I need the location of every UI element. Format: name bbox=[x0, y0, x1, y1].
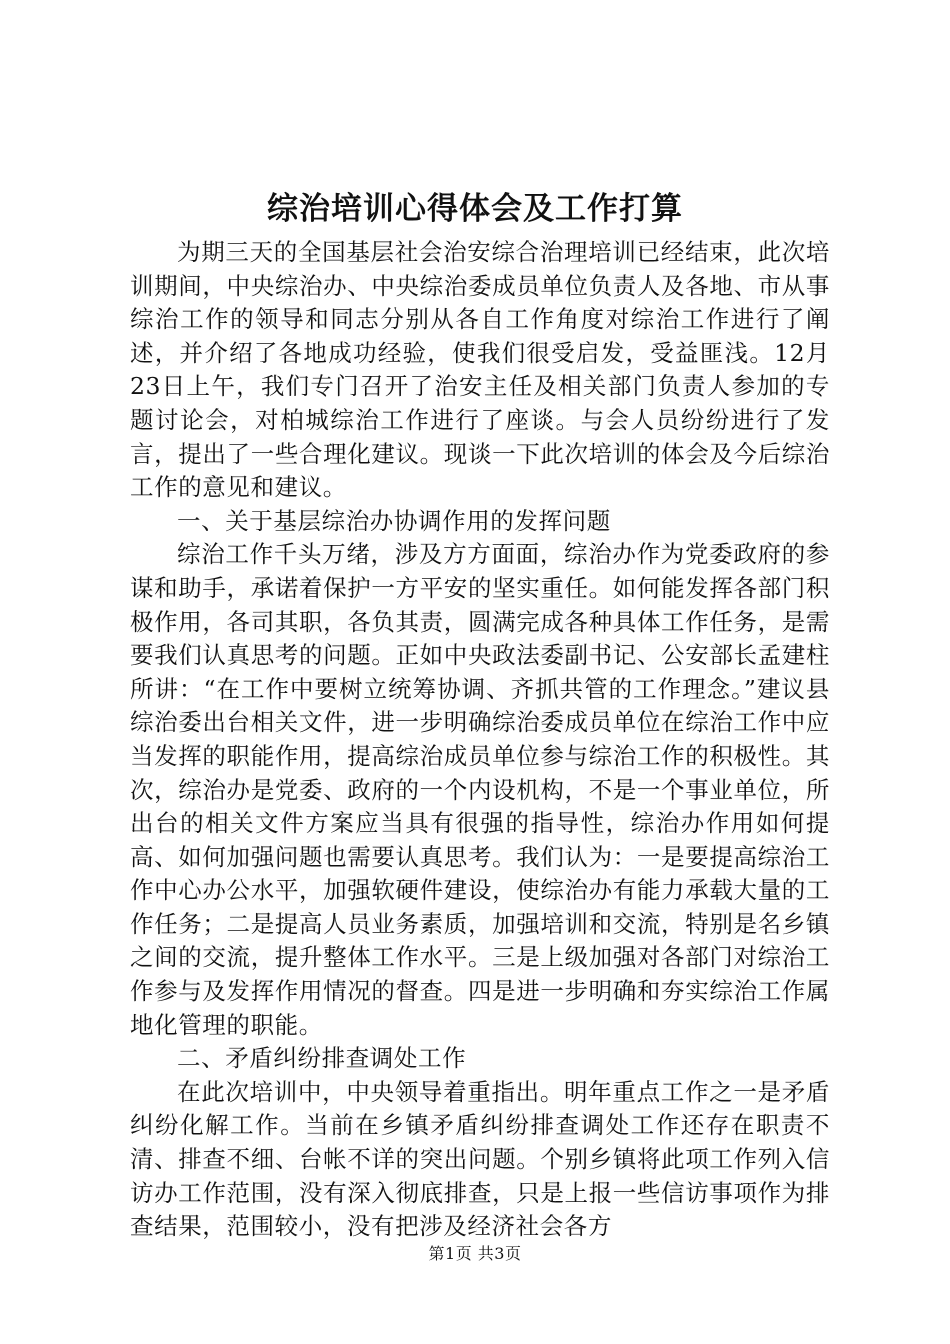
page-footer: 第1页 共3页 bbox=[428, 1244, 522, 1263]
paragraph-intro: 为期三天的全国基层社会治安综合治理培训已经结束，此次培训期间，中央综治办、中央综治委成员单位负责人及各地、市从事综治工作的领导和同志分别从各自工作角度对综治工作进行了阐述，并介绍了各地成功经验，使我们很受启发，受益匪浅。12月23日上午，我们专门召开了治安主任及相关部门负责人参加的专题讨论会，对柏城综治工作进行了座谈。与会人员纷纷进行了发言，提出了一些合理化建议。现谈一下此次培训的体会及今后综治工作的意见和建议。 bbox=[130, 238, 830, 502]
paragraph-section-1: 综治工作千头万绪，涉及方方面面，综治办作为党委政府的参谋和助手，承诺着保护一方平安的坚实重任。如何能发挥各部门积极作用，各司其职，各负其责，圆满完成各种具体工作任务，是需要我们认真思考的问题。正如中央政法委副书记、公安部长孟建柱所讲：“在工作中要树立统筹协调、齐抓共管的工作理念。”建议县综治委出台相关文件，进一步明确综治委成员单位在综治工作中应当发挥的职能作用，提高综治成员单位参与综治工作的积极性。其次，综治办是党委、政府的一个内设机构，不是一个事业单位，所出台的相关文件方案应当具有很强的指导性，综治办作用如何提高、如何加强问题也需要认真思考。我们认为：一是要提高综治工作中心办公水平，加强软硬件建设，使综治办有能力承载大量的工作任务；二是提高人员业务素质，加强培训和交流，特别是名乡镇之间的交流，提升整体工作水平。三是上级加强对各部门对综治工作参与及发挥作用情况的督查。四是进一步明确和夯实综治工作属地化管理的职能。 bbox=[130, 540, 830, 1039]
document-title: 综治培训心得体会及工作打算 bbox=[267, 191, 683, 227]
section-heading-1: 一、关于基层综治办协调作用的发挥问题 bbox=[177, 506, 611, 535]
document-body bbox=[130, 236, 830, 1244]
paragraph-section-2: 在此次培训中，中央领导着重指出。明年重点工作之一是矛盾纠纷化解工作。当前在乡镇矛盾纠纷排查调处工作还存在职责不清、排查不细、台帐不详的突出问题。个别乡镇将此项工作列入信访办工作范围，没有深入彻底排查，只是上报一些信访事项作为排查结果，范围较小，没有把涉及经济社会各方 bbox=[130, 1077, 830, 1241]
section-heading-2: 二、矛盾纠纷排查调处工作 bbox=[177, 1044, 467, 1073]
